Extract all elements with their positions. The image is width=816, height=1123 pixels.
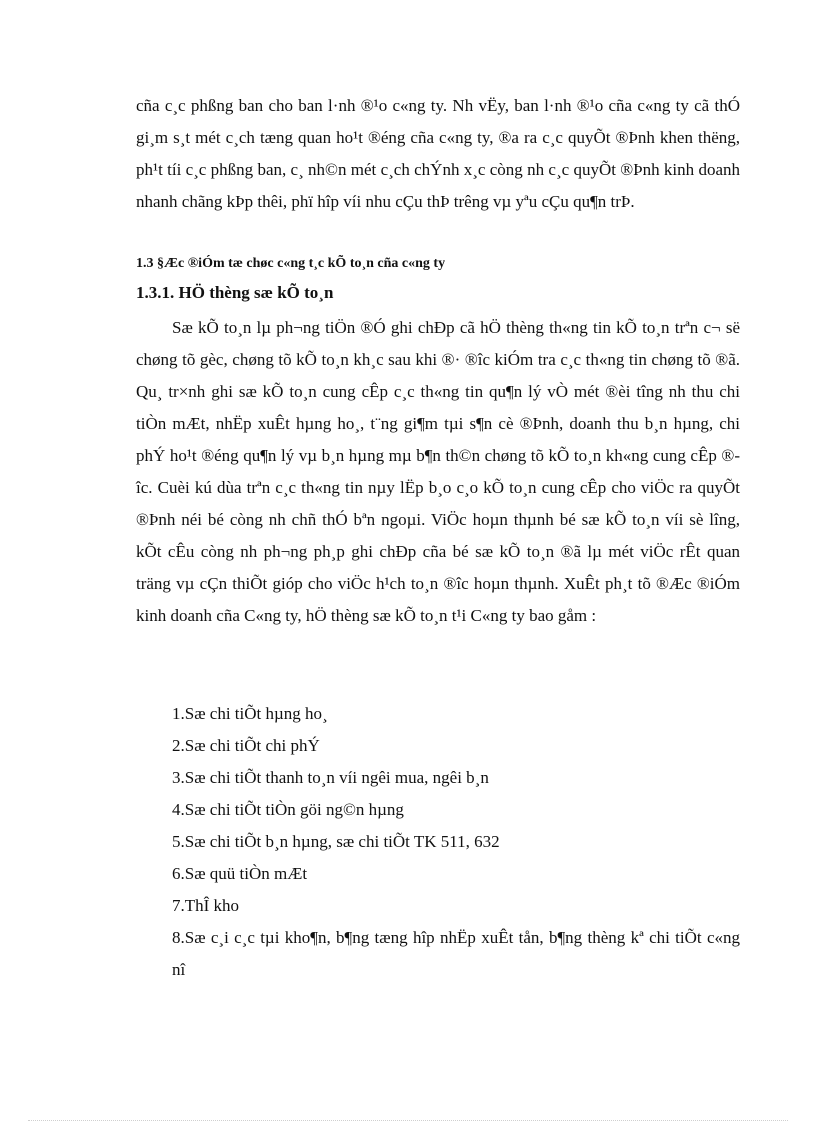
section-1-3-1-heading: 1.3.1. HÖ thèng sæ kÕ to¸n	[136, 283, 334, 302]
paragraph-1-text: cña c¸c phßng ban cho ban l·nh ®¹o c«ng ty. Nh vËy, ban l·nh ®¹o cña c«ng ty cã thÓ gi¸m s¸t mét c¸ch tæng quan ho¹t ®éng cña c«ng ty, ®a ra c¸c quyÕt ®Þnh khen thëng, ph¹t tíi c¸c phßng ban, c¸ nh©n mét c¸ch chÝnh x¸c còng nh c¸c quyÕt ®Þnh kinh doanh nhanh chãng kÞp thêi, phï hîp víi nhu cÇu thÞ trêng vµ yªu cÇu qu¶n trÞ.	[136, 96, 740, 211]
list-item: 4.Sæ chi tiÕt tiÒn göi ng©n hµng	[172, 800, 404, 819]
section-1-3-title: 1.3 §Æc ®iÓm tæ chøc c«ng t¸c kÕ to¸n cña c«ng ty	[136, 256, 446, 271]
list-item: 7.ThÎ kho	[172, 896, 240, 915]
paragraph-2-text: Sæ kÕ to¸n lµ ph¬ng tiÖn ®Ó ghi chÐp cã hÖ thèng th«ng tin kÕ to¸n trªn c¬ së chøng tõ gèc, chøng tõ kÕ to¸n kh¸c sau khi ®· ®îc kiÓm tra c¸c th«ng tin chøng tõ ®ã. Qu¸ tr×nh ghi sæ kÕ to¸n cung cÊp c¸c th«ng tin qu¶n lý vÒ mét ®èi tîng nh thu chi tiÒn mÆt, nhËp xuÊt hµng ho¸, t¨ng gi¶m tµi s¶n cè ®Þnh, doanh thu b¸n hµng, chi phÝ ho¹t ®éng qu¶n lý vµ b¸n hµng mµ b¶n th©n chøng tõ kÕ to¸n kh«ng cung cÊp ®îc. Cuèi kú dùa trªn c¸c th«ng tin nµy lËp b¸o c¸o kÕ to¸n cung cÊp cho viÖc ra quyÕt ®Þnh néi bé còng nh chñ thÓ bªn ngoµi. ViÖc hoµn thµnh bé sæ kÕ to¸n víi sè lîng, kÕt cÊu còng nh ph¬ng ph¸p ghi chÐp cña bé sæ kÕ to¸n ®ã lµ mét viÖc rÊt quan träng vµ cÇn thiÕt gióp cho viÖc h¹ch to¸n ®îc hoµn thµnh. XuÊt ph¸t tõ ®Æc ®iÓm kinh doanh cña C«ng ty, hÖ thèng sæ kÕ to¸n t¹i C«ng ty bao gåm :	[136, 318, 740, 625]
list-item: 1.Sæ chi tiÕt hµng ho¸	[172, 704, 328, 723]
ledger-list	[136, 698, 740, 986]
list-item: 8.Sæ c¸i c¸c tµi kho¶n, b¶ng tæng hîp nhËp xuÊt tån, b¶ng thèng kª chi tiÕt c«ng nî	[172, 928, 740, 979]
list-item: 5.Sæ chi tiÕt b¸n hµng, sæ chi tiÕt TK 511, 632	[172, 832, 500, 851]
list-item: 3.Sæ chi tiÕt thanh to¸n víi ngêi mua, ngêi b¸n	[172, 768, 489, 787]
paragraph-1	[136, 90, 740, 218]
paragraph-2	[136, 312, 740, 632]
list-item: 2.Sæ chi tiÕt chi phÝ	[172, 736, 320, 755]
list-item: 6.Sæ quü tiÒn mÆt	[172, 864, 308, 883]
page-bottom-rule	[28, 1120, 788, 1121]
